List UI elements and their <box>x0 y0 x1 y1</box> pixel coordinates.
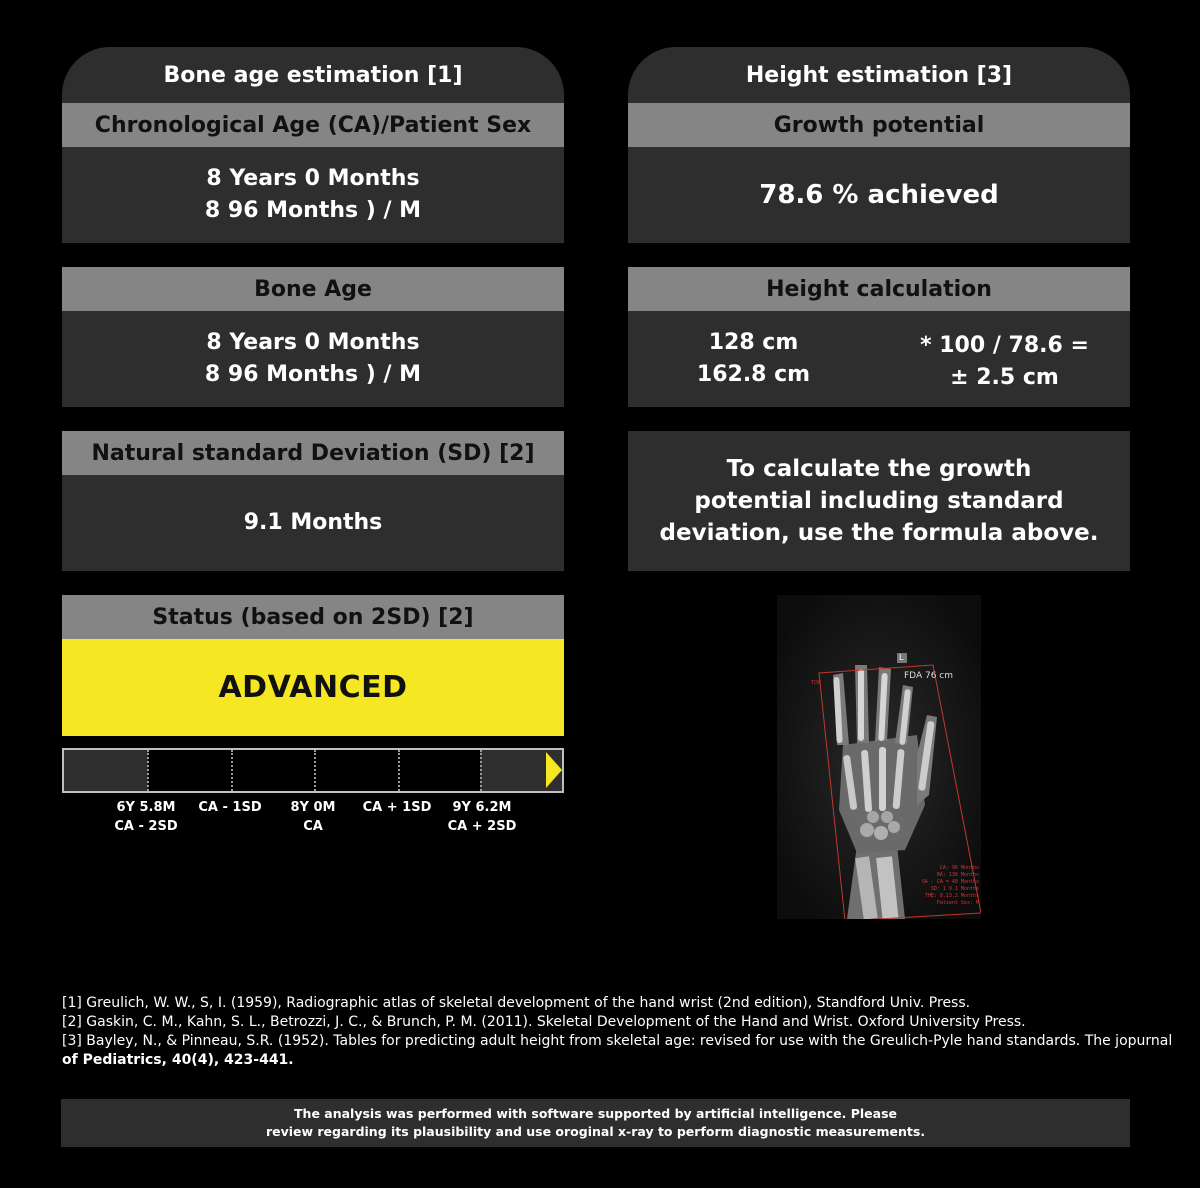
scale-tick-plus2sd <box>480 750 482 791</box>
chronological-age-header: Chronological Age (CA)/Patient Sex <box>62 103 564 147</box>
xray-side-marker: L <box>899 653 904 662</box>
xray-info-line: THE: 8.13.2 Months <box>924 893 979 899</box>
xray-fda-label: FDA 76 cm <box>904 671 953 681</box>
height-panel-title: Height estimation [3] <box>628 47 1130 103</box>
reference-2: [2] Gaskin, C. M., Kahn, S. L., Betrozzi, J. C., & Brunch, P. M. (2011). Skeletal Development of the Hand and Wrist. Oxford University Press. <box>62 1014 1026 1030</box>
references <box>62 994 1173 1070</box>
height-calc-right <box>879 324 1130 394</box>
sd-header: Natural standard Deviation (SD) [2] <box>62 431 564 475</box>
scale-tick-minus1sd <box>231 750 233 791</box>
scale-label-value: 8Y 0M <box>290 800 336 815</box>
growth-potential-value <box>628 147 1130 243</box>
xray-info-line: Patient Sex: M <box>936 900 979 906</box>
chronological-age-line1: 8 Years 0 Months <box>206 166 420 191</box>
disclaimer-line2: review regarding its plausibility and use oroginal x-ray to perform diagnostic measurements. <box>265 1124 926 1139</box>
sd-value <box>62 475 564 571</box>
chronological-age-value <box>62 147 564 243</box>
xray-info-line: SA - CA = 40 Months <box>921 879 979 885</box>
xray-info-line: CA: 96 Months <box>939 865 979 871</box>
xray-info-line: SD: 1 9.1 Months <box>930 886 979 892</box>
growth-potential-text: 78.6 % achieved <box>759 180 999 210</box>
status-header: Status (based on 2SD) [2] <box>62 595 564 639</box>
height-calc-formula: * 100 / 78.6 = <box>920 333 1089 358</box>
height-calculation-value <box>628 311 1130 407</box>
bone-age-header: Bone Age <box>62 267 564 311</box>
height-calculation-header: Height calculation <box>628 267 1130 311</box>
reference-3: [3] Bayley, N., & Pinneau, S.R. (1952). Tables for predicting adult height from skeletal age: revised for use with the Greulich-Pyle hand standards. The jopurnal <box>62 1033 1173 1049</box>
scale-segment-low <box>64 750 148 791</box>
status-scale <box>62 748 564 793</box>
formula-note-line2: potential including standard <box>694 488 1064 514</box>
scale-tick-ca <box>314 750 316 791</box>
formula-note-line3: deviation, use the formula above. <box>659 520 1099 546</box>
scale-label-value: CA - 1SD <box>198 800 262 815</box>
scale-indicator-arrow-icon <box>546 752 562 788</box>
formula-note-line1: To calculate the growth <box>726 456 1032 482</box>
xray-info-line: BA: 136 Months <box>936 872 979 878</box>
height-calc-result: 162.8 cm <box>696 362 811 387</box>
disclaimer-line1: The analysis was performed with software supported by artificial intelligence. Please <box>294 1106 897 1121</box>
scale-label-caption: CA + 2SD <box>447 819 517 834</box>
sd-value-text: 9.1 Months <box>243 510 383 535</box>
height-calc-measured: 128 cm <box>708 330 799 355</box>
scale-label-plus2sd <box>427 798 537 836</box>
scale-label-caption: CA - 2SD <box>114 819 178 834</box>
ai-disclaimer <box>61 1099 1130 1147</box>
bone-age-panel-title: Bone age estimation [1] <box>62 47 564 103</box>
status-badge: ADVANCED <box>62 639 564 736</box>
bone-age-line2: 8 96 Months ) / M <box>204 362 422 387</box>
scale-tick-minus2sd <box>147 750 149 791</box>
reference-1: [1] Greulich, W. W., S, I. (1959), Radiographic atlas of skeletal development of the hand wrist (2nd edition), Standford Univ. Press. <box>62 995 971 1011</box>
xray-info-overlay <box>922 865 979 907</box>
bone-age-value <box>62 311 564 407</box>
bone-age-line1: 8 Years 0 Months <box>206 330 420 355</box>
formula-note <box>628 431 1130 571</box>
chronological-age-line2: 8 96 Months ) / M <box>204 198 422 223</box>
scale-label-value: CA + 1SD <box>362 800 432 815</box>
hand-xray-image <box>777 595 981 919</box>
height-calc-deviation: ± 2.5 cm <box>950 365 1059 390</box>
scale-tick-plus1sd <box>398 750 400 791</box>
scale-label-value: 9Y 6.2M <box>452 800 512 815</box>
growth-potential-header: Growth potential <box>628 103 1130 147</box>
scale-label-caption: CA <box>303 819 323 834</box>
reference-3-continued: of Pediatrics, 40(4), 423-441. <box>62 1052 294 1068</box>
scale-label-value: 6Y 5.8M <box>116 800 176 815</box>
xray-top-tag: TOP <box>811 680 822 686</box>
height-calc-left <box>628 327 879 391</box>
